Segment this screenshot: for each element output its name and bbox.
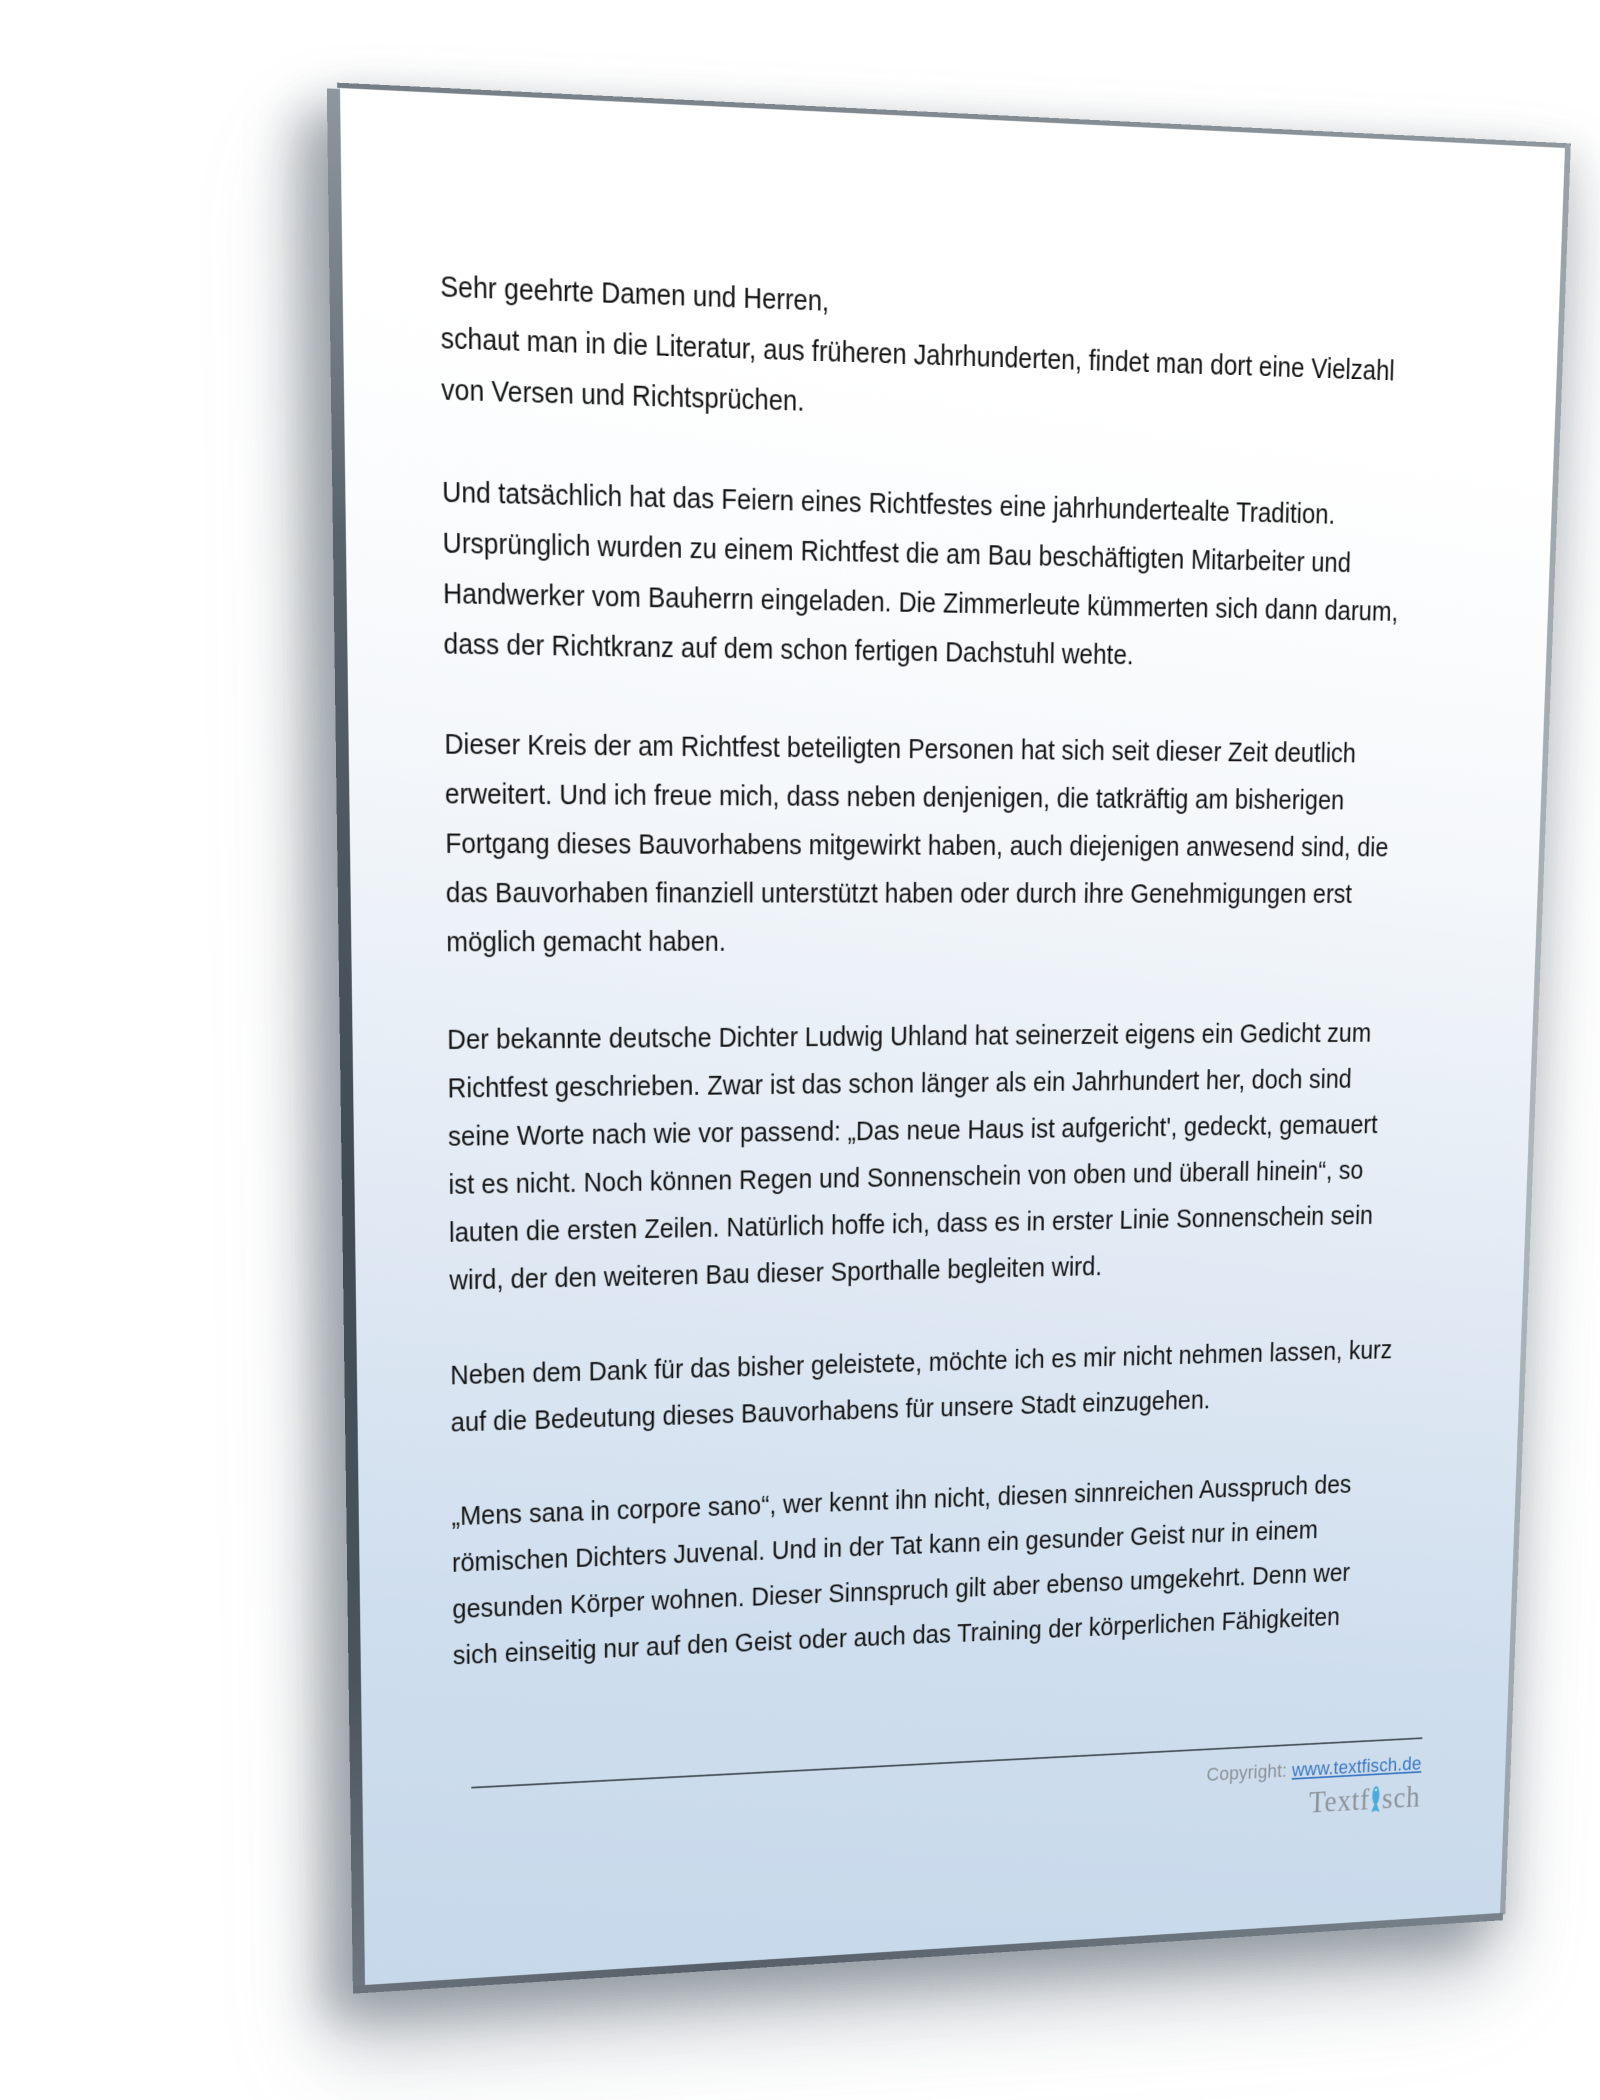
paragraph: Sehr geehrte Damen und Herren, schaut man in die Literatur, aus früheren Jahrhunderten, findet man dort eine Vielzahl von Versen und Richtsprüchen. <box>440 271 1396 418</box>
fish-icon <box>1370 1784 1382 1815</box>
page-left-edge <box>327 88 365 1993</box>
page-right-edge <box>1500 144 1571 1914</box>
paragraph: Dieser Kreis der am Richtfest beteiligten Personen hat sich seit dieser Zeit deutlich erweitert. Und ich freue mich, dass neben denjenigen, die tatkräftig am bisherigen Fortgang dieses Bauvorhabens mitgewirkt haben, auch diejenigen anwesend sind, die das Bauvorhaben finanziell unterstützt haben oder durch ihre Genehmigungen erst möglich gemacht haben. <box>444 729 1389 959</box>
paragraph: „Mens sana in corpore sano“, wer kennt ihn nicht, diesen sinnreichen Ausspruch des römischen Dichters Juvenal. Und in der Tat kann ein gesunder Geist nur in einem gesunden Körper wohnen. Dieser Sinnspruch gilt aber ebenso umgekehrt. Denn wer sich einseitig nur auf den Geist oder auch das Training der körperlichen Fähigkeiten <box>451 1470 1352 1671</box>
paragraph: Neben dem Dank für das bisher geleistete, möchte ich es mir nicht nehmen lassen, kurz auf die Bedeutung dieses Bauvorhabens für unsere Stadt einzugehen. <box>450 1336 1393 1439</box>
body-text <box>440 262 1425 1680</box>
page-top-edge <box>337 83 1571 149</box>
paragraph: Der bekannte deutsche Dichter Ludwig Uhland hat seinerzeit eigens ein Gedicht zum Richtfest geschrieben. Zwar ist das schon länger als ein Jahrhundert her, doch sind seine Worte nach wie vor passend: „Das neue Haus ist aufgericht', gedeckt, gemauert ist es nicht. Noch können Regen und Sonnenschein von oben und überall hinein“, so lauten die ersten Zeilen. Natürlich hoffe ich, dass es in erster Linie Sonnenschein sein wird, der den weiteren Bau dieser Sporthalle begleiten wird. <box>447 1019 1378 1297</box>
copyright-link[interactable]: www.textfisch.de <box>1291 1752 1422 1781</box>
paragraph: Und tatsächlich hat das Feiern eines Richtfestes eine jahrhundertealte Tradition. Ursprünglich wurden zu einem Richtfest die am Bau beschäftigten Mitarbeiter und Handwerker vom Bauherrn eingeladen. Die Zimmerleute kümmerten sich dann darum, dass der Richtkranz auf dem schon fertigen Dachstuhl wehte. <box>442 476 1399 671</box>
document-sheet <box>340 88 1565 1985</box>
footer-block <box>471 1752 1421 1867</box>
logo-text-suffix: sch <box>1381 1780 1421 1816</box>
page-bottom-edge <box>353 1913 1503 1994</box>
copyright-label: Copyright: <box>1206 1759 1293 1786</box>
logo-text-prefix: Textf <box>1308 1783 1371 1820</box>
